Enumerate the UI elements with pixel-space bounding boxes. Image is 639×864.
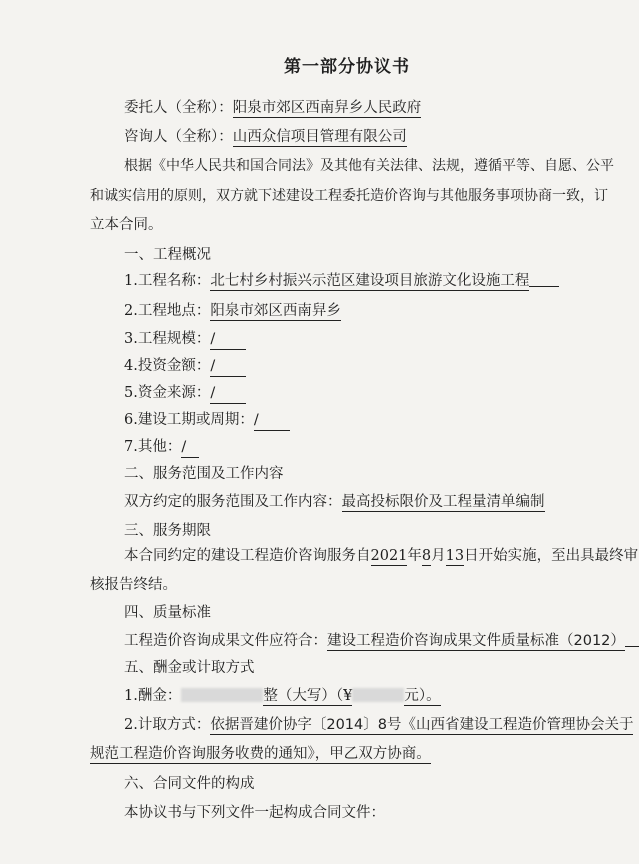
service-period-line-2: 核报告终结。 [90,577,177,593]
intro-line-3: 立本合同。 [90,217,163,233]
intro-line-1: 根据《中华人民共和国合同法》及其他有关法律、法规，遵循平等、自愿、公平 [124,158,614,174]
consultant-value: 山西众信项目管理有限公司 [232,129,407,145]
section-4-heading: 四、质量标准 [124,605,211,621]
project-scale-line [124,330,246,350]
section-1-heading: 一、工程概况 [124,247,211,263]
item-label: 7.其他： [124,439,182,455]
start-month: 8 [421,548,432,564]
service-scope-value: 最高投标限价及工程量清单编制 [341,494,545,510]
quality-standard-value: 建设工程造价咨询成果文件质量标准（2012） [327,633,625,649]
item-label: 3.工程规模： [124,331,211,347]
item-label: 6.建设工期或周期： [124,412,254,428]
fee-label: 1.酬金： [124,688,182,704]
investment-line [124,357,246,377]
fee-end: 元）。 [404,688,441,704]
quality-standard-line [124,632,639,650]
section-2-heading: 二、服务范围及工作内容 [124,466,284,482]
principal-line [124,99,421,117]
fee-text: 整（大写）（¥ [263,688,353,704]
item-label: 1.工程名称： [124,273,211,289]
consultant-label: 咨询人（全称）： [124,129,233,145]
redacted-amount [181,688,263,702]
other-value: / [181,438,199,458]
start-year: 2021 [370,548,408,564]
contract-docs-line: 本协议书与下列文件一起构成合同文件： [124,805,385,821]
page-title: 第一部分协议书 [284,57,410,77]
intro-line-2: 和诚实信用的原则，双方就下述建设工程委托造价咨询与其他服务事项协商一致，订 [90,188,608,204]
project-name-line [124,272,559,290]
project-location-value: 阳泉市郊区西南舁乡 [210,303,341,319]
fee-line [124,687,441,705]
construction-period-line [124,411,290,431]
funding-source-value: / [210,384,246,404]
service-scope-label: 双方约定的服务范围及工作内容： [124,494,342,510]
section-5-heading: 五、酬金或计取方式 [124,660,255,676]
section-6-heading: 六、合同文件的构成 [124,776,255,792]
fee-method-value: 依据晋建价协字〔2014〕8号《山西省建设工程造价管理协会关于 [210,717,634,733]
item-label: 4.投资金额： [124,358,211,374]
fee-method-label: 2.计取方式： [124,717,211,733]
section-3-heading: 三、服务期限 [124,523,211,539]
project-name-value: 北七村乡村振兴示范区建设项目旅游文化设施工程 [210,273,530,289]
principal-label: 委托人（全称）： [124,100,233,116]
project-location-line [124,302,341,320]
principal-value: 阳泉市郊区西南舁乡人民政府 [232,100,422,116]
investment-value: / [210,357,246,377]
service-scope-line [124,493,545,511]
item-label: 2.工程地点： [124,303,211,319]
quality-standard-label: 工程造价咨询成果文件应符合： [124,633,327,649]
funding-source-line [124,384,246,404]
fee-method-line-2: 规范工程造价咨询服务收费的通知》，甲乙双方协商。 [90,746,431,762]
start-day: 13 [445,548,465,564]
service-period-line-1: 本合同约定的建设工程造价咨询服务自2021年8月13日开始实施，至出具最终审 [124,548,639,564]
redacted-amount [352,688,404,702]
project-scale-value: / [210,330,246,350]
consultant-line [124,128,407,146]
other-line [124,438,199,458]
fee-method-line-1 [124,716,633,734]
item-label: 5.资金来源： [124,385,211,401]
construction-period-value: / [254,411,290,431]
